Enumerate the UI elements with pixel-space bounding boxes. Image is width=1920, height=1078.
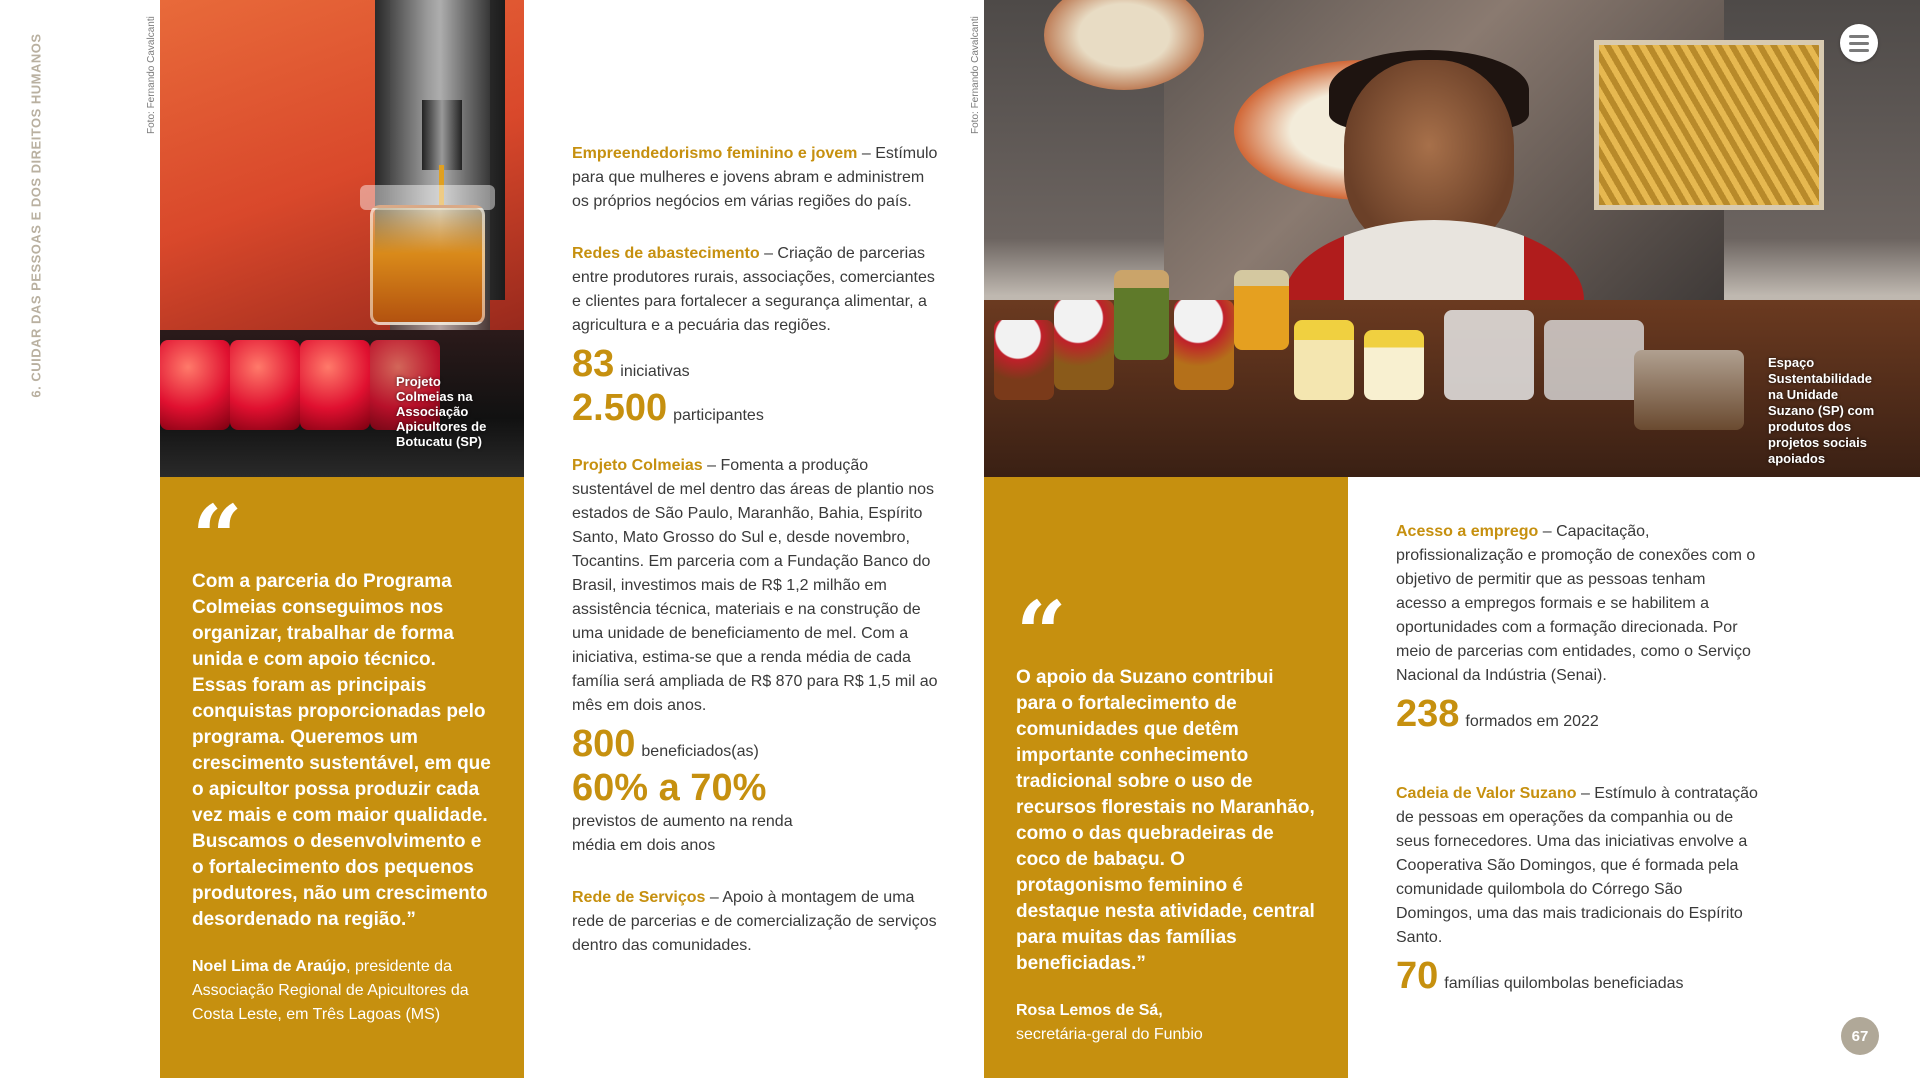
caption-line: Projeto [396, 374, 441, 389]
photo-credit [970, 16, 981, 134]
honey-photo [160, 0, 524, 477]
stat-number: 70 [1396, 955, 1439, 997]
stat-label: participantes [673, 407, 764, 424]
jar-shape [1174, 300, 1234, 390]
menu-line [1849, 49, 1869, 52]
products-photo [984, 0, 1920, 477]
stat-label: formados em 2022 [1465, 713, 1599, 730]
bag-shape [1444, 310, 1534, 400]
hamburger-menu-icon[interactable] [1840, 24, 1878, 62]
jar-shape [994, 320, 1054, 400]
caption-line: Colmeias na [396, 389, 473, 404]
section-empreendedorismo [572, 142, 942, 214]
bag-shape [1544, 320, 1644, 400]
section-redes [572, 242, 942, 430]
section-text: – Capacitação, profissionalização e promoção de conexões com o objetivo de permitir que as pessoas tenham acesso a empregos formais e se habilitem a oportunidades com a formação direcionada. Por meio de parcerias com entidades, como o Serviço Nacional da Indústria (Senai). [1396, 523, 1756, 684]
caption-line: produtos dos [1768, 419, 1852, 434]
nozzle-shape [422, 100, 462, 170]
red-jar-shape [300, 340, 370, 430]
page-number: 67 [1841, 1017, 1879, 1055]
red-jar-shape [160, 340, 230, 430]
caption-line: Associação [396, 404, 469, 419]
caption-line: projetos sociais [1768, 435, 1867, 450]
section-title: Empreendedorismo feminino e jovem [572, 145, 858, 162]
quote-author [1016, 999, 1316, 1047]
author-role: secretária-geral do Funbio [1016, 1026, 1203, 1043]
stat-row [572, 342, 942, 386]
caption-line: Botucatu (SP) [396, 434, 482, 449]
quote-text: Com a parceria do Programa Colmeias conseguimos nos organizar, trabalhar de forma unida e com apoio técnico. Essas foram as principais conquistas proporcionadas pelo programa. Queremos um crescimento sustentável, em que o apicultor possa produzir cada vez mais e com maior qualidade. Buscamos o desenvolvimento e o fortalecimento dos pequenos produtores, não um crescimento desordenado na região.” [192, 571, 491, 930]
stat-label: beneficiados(as) [641, 743, 759, 760]
stat-row [572, 766, 942, 810]
stat-number: 60% a 70% [572, 767, 767, 809]
author-role: , presidente da Associação Regional de Apicultores da Costa Leste, em Três Lagoas (MS) [192, 958, 469, 1023]
stat-number: 83 [572, 343, 615, 385]
jar-shape [1294, 320, 1354, 400]
section-title: Redes de abastecimento [572, 245, 760, 262]
honey-jar-shape [370, 205, 485, 325]
stat-row [1396, 692, 1758, 736]
text-column-right [1396, 520, 1758, 1026]
section-acesso-emprego [1396, 520, 1758, 736]
section-title: Cadeia de Valor Suzano [1396, 785, 1577, 802]
section-text: – Estímulo à contratação de pessoas em operações da companhia ou de seus fornecedores. Uma das iniciativas envolve a Cooperativa São Domingos, que é formada pela comunidade quilombola do Córrego São Domingos, uma das mais tradicionais do Espírito Santo. [1396, 785, 1758, 946]
stat-label: famílias quilombolas beneficiadas [1444, 975, 1684, 992]
menu-line [1849, 42, 1869, 45]
quote-box [984, 477, 1348, 1078]
section-text: – Fomenta a produção sustentável de mel dentro das áreas de plantio nos estados de São Paulo, Maranhão, Bahia, Espírito Santo, Mato Grosso do Sul e, desde novembro, Tocantins. Em parceria com a Fundação Banco do Brasil, investimos mais de R$ 1,2 milhão em assistência técnica, materiais e na construção de uma unidade de beneficiamento de mel. Com a iniciativa, estima-se que a renda média de cada família será ampliada de R$ 870 para R$ 1,5 mil ao mês em dois anos. [572, 457, 938, 714]
jar-shape [1114, 270, 1169, 360]
stat-label: previstos de aumento na renda média em dois anos [572, 813, 793, 854]
author-name: Rosa Lemos de Sá, [1016, 1002, 1163, 1019]
stat-row [1396, 954, 1758, 998]
quote-author [192, 955, 492, 1027]
photo-caption [1768, 355, 1874, 467]
stat-row [572, 386, 942, 430]
caption-line: Suzano (SP) com [1768, 403, 1875, 418]
photo-credit [146, 16, 157, 134]
section-cadeia-valor [1396, 782, 1758, 998]
stat-number: 800 [572, 723, 636, 765]
stat-number: 238 [1396, 693, 1460, 735]
jar-shape [1054, 300, 1114, 390]
caption-line: Sustentabilidade [1768, 371, 1873, 386]
menu-line [1849, 35, 1869, 38]
section-title: Projeto Colmeias [572, 457, 703, 474]
jar-shape [1234, 270, 1289, 350]
caption-line: Espaço [1768, 355, 1815, 370]
chapter-label [16, 0, 56, 430]
stat-label: iniciativas [620, 363, 690, 380]
quote-text: O apoio da Suzano contribui para o fortalecimento de comunidades que detêm importante conhecimento tradicional sobre o uso de recursos florestais no Maranhão, como o das quebradeiras de coco de babaçu. O protagonismo feminino é destaque nesta atividade, central para muitas das famílias beneficiadas.” [1016, 667, 1315, 974]
photo-credit-text: Foto: Fernando Cavalcanti [970, 16, 981, 134]
section-colmeias [572, 454, 942, 858]
stat-row [572, 722, 942, 766]
section-text: – Estímulo para que mulheres e jovens abram e administrem os próprios negócios em várias regiões do país. [572, 145, 938, 210]
quote-mark-icon: “ [192, 485, 243, 589]
stat-number: 2.500 [572, 387, 668, 429]
author-name: Noel Lima de Araújo [192, 958, 347, 975]
section-title: Rede de Serviços [572, 889, 706, 906]
section-text: – Criação de parcerias entre produtores rurais, associações, comerciantes e clientes para fortalecer a segurança alimentar, a agricultura e a pecuária das regiões. [572, 245, 935, 334]
quote-mark-icon: “ [1016, 581, 1067, 685]
section-rede-servicos [572, 886, 942, 958]
red-jar-shape [230, 340, 300, 430]
section-title: Acesso a emprego [1396, 523, 1539, 540]
section-text: – Apoio à montagem de uma rede de parcerias e de comercialização de serviços dentro das comunidades. [572, 889, 937, 954]
photo-credit-text: Foto: Fernando Cavalcanti [146, 16, 157, 134]
box-shape [1634, 350, 1744, 430]
caption-line: Apicultores de [396, 419, 487, 434]
text-column-center [572, 142, 942, 986]
caption-line: apoiados [1768, 451, 1826, 466]
honeycomb-shape [1594, 40, 1824, 210]
stat-block [572, 766, 942, 858]
quote-box [160, 477, 524, 1078]
chapter-label-text: 6. CUIDAR DAS PESSOAS E DOS DIREITOS HUMANOS [28, 32, 44, 398]
caption-line: na Unidade [1768, 387, 1839, 402]
jar-shape [1364, 330, 1424, 400]
photo-caption [396, 374, 486, 449]
